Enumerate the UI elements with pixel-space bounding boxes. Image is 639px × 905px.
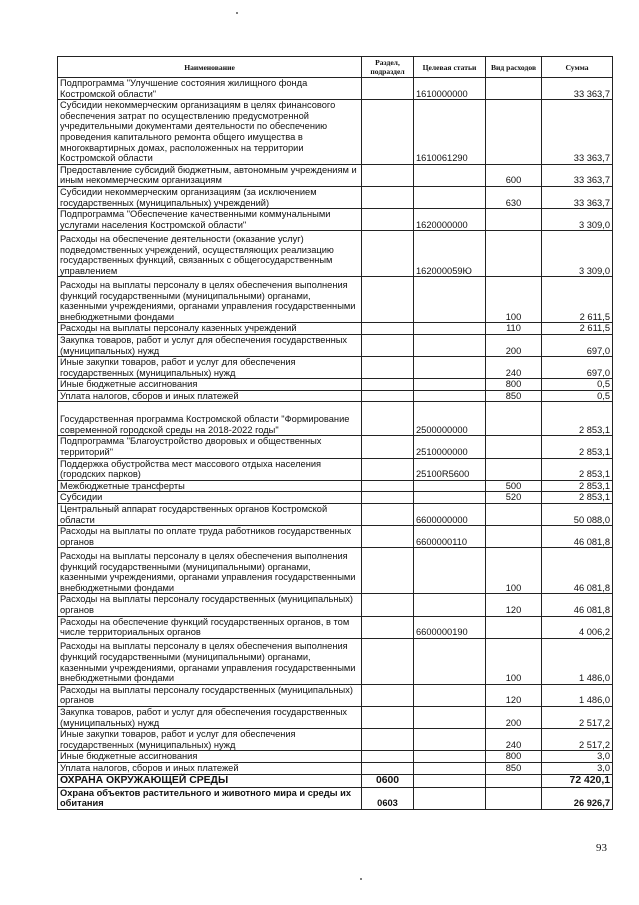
cell-section	[362, 334, 414, 356]
cell-section: 0603	[362, 787, 414, 809]
cell-type: 240	[486, 729, 542, 751]
table-row	[58, 504, 613, 526]
cell-target: 162000059Ю	[414, 231, 486, 277]
table-row	[58, 526, 613, 548]
cell-target	[414, 164, 486, 186]
cell-section	[362, 164, 414, 186]
cell-section	[362, 402, 414, 436]
table-row	[58, 334, 613, 356]
page-number: 93	[596, 842, 607, 854]
cell-target: 2500000000	[414, 402, 486, 436]
cell-name: Субсидии некоммерческим организациям в целях финансового обеспечения затрат по осуществлению предусмотренной учредительными документами деятельности по обеспечению проведения капитального ремонта общего имущества в многоквартирных домах, расположенных на территории Костромской области	[58, 100, 362, 165]
cell-target: 6600000190	[414, 616, 486, 638]
cell-name: Уплата налогов, сборов и иных платежей	[58, 390, 362, 402]
scan-speck	[360, 878, 362, 880]
cell-type	[486, 526, 542, 548]
cell-name: Субсидии	[58, 492, 362, 504]
cell-type	[486, 209, 542, 231]
cell-type: 800	[486, 751, 542, 763]
cell-section	[362, 186, 414, 208]
header-section: Раздел, подраздел	[362, 57, 414, 78]
cell-target	[414, 594, 486, 616]
cell-name: Межбюджетные трансферты	[58, 480, 362, 492]
cell-target: 1620000000	[414, 209, 486, 231]
cell-name: Иные закупки товаров, работ и услуг для обеспечения государственных (муниципальных) нужд	[58, 729, 362, 751]
table-row	[58, 616, 613, 638]
cell-target	[414, 379, 486, 391]
cell-section	[362, 526, 414, 548]
cell-section	[362, 436, 414, 458]
header-sum: Сумма	[542, 57, 613, 78]
table-row	[58, 787, 613, 809]
cell-sum: 2 853,1	[542, 402, 613, 436]
cell-sum: 1 486,0	[542, 684, 613, 706]
cell-target	[414, 186, 486, 208]
cell-name: Расходы на выплаты персоналу в целях обеспечения выполнения функций государственными (муниципальными) органами, казенными учреждениями, органами управления государственными внебюджетными фондами	[58, 548, 362, 594]
cell-sum: 46 081,8	[542, 526, 613, 548]
cell-section	[362, 594, 414, 616]
cell-name: Государственная программа Костромской области "Формирование современной городской среды на 2018-2022 годы"	[58, 402, 362, 436]
cell-section	[362, 751, 414, 763]
cell-name: Предоставление субсидий бюджетным, автономным учреждениям и иным некоммерческим организациям	[58, 164, 362, 186]
cell-sum: 33 363,7	[542, 100, 613, 165]
cell-type: 120	[486, 684, 542, 706]
table-row	[58, 751, 613, 763]
cell-section	[362, 729, 414, 751]
cell-name: Закупка товаров, работ и услуг для обеспечения государственных (муниципальных) нужд	[58, 334, 362, 356]
cell-section	[362, 616, 414, 638]
cell-sum: 2 853,1	[542, 436, 613, 458]
header-name: Наименование	[58, 57, 362, 78]
cell-type	[486, 78, 542, 100]
header-type: Вид расходов	[486, 57, 542, 78]
cell-name: Субсидии некоммерческим организациям (за исключением государственных (муниципальных) учреждений)	[58, 186, 362, 208]
table-row	[58, 436, 613, 458]
cell-name: Расходы на обеспечение функций государственных органов, в том числе территориальных органов	[58, 616, 362, 638]
cell-name: ОХРАНА ОКРУЖАЮЩЕЙ СРЕДЫ	[58, 774, 362, 787]
table-row	[58, 594, 613, 616]
cell-type: 520	[486, 492, 542, 504]
cell-type	[486, 458, 542, 480]
cell-sum: 2 853,1	[542, 458, 613, 480]
cell-name: Поддержка обустройства мест массового отдыха населения (городских парков)	[58, 458, 362, 480]
cell-target	[414, 334, 486, 356]
cell-sum: 2 853,1	[542, 492, 613, 504]
cell-section	[362, 492, 414, 504]
cell-sum: 3,0	[542, 751, 613, 763]
table-row	[58, 323, 613, 335]
table-body	[58, 78, 613, 810]
cell-sum: 3 309,0	[542, 231, 613, 277]
cell-sum: 2 517,2	[542, 706, 613, 728]
cell-type	[486, 774, 542, 787]
cell-target	[414, 706, 486, 728]
cell-section	[362, 209, 414, 231]
cell-section	[362, 762, 414, 774]
cell-sum: 1 486,0	[542, 638, 613, 684]
cell-type: 850	[486, 390, 542, 402]
cell-name: Расходы на выплаты персоналу в целях обеспечения выполнения функций государственными (муниципальными) органами, казенными учреждениями, органами управления государственными внебюджетными фондами	[58, 638, 362, 684]
cell-target	[414, 277, 486, 323]
cell-name: Уплата налогов, сборов и иных платежей	[58, 762, 362, 774]
table-row	[58, 706, 613, 728]
table-row	[58, 492, 613, 504]
cell-section	[362, 548, 414, 594]
table-row	[58, 100, 613, 165]
table-row	[58, 548, 613, 594]
cell-target: 1610000000	[414, 78, 486, 100]
table-row	[58, 379, 613, 391]
cell-section	[362, 231, 414, 277]
cell-section	[362, 390, 414, 402]
table-row	[58, 390, 613, 402]
table-row	[58, 458, 613, 480]
cell-sum: 33 363,7	[542, 164, 613, 186]
cell-section	[362, 638, 414, 684]
cell-sum: 3 309,0	[542, 209, 613, 231]
cell-name: Иные бюджетные ассигнования	[58, 379, 362, 391]
cell-sum: 2 611,5	[542, 323, 613, 335]
cell-type: 100	[486, 277, 542, 323]
cell-type	[486, 402, 542, 436]
cell-type: 200	[486, 334, 542, 356]
cell-target	[414, 548, 486, 594]
cell-sum: 0,5	[542, 390, 613, 402]
cell-name: Расходы на обеспечение деятельности (оказание услуг) подведомственных учреждений, осуществляющих реализацию государственных функций, связанных с общегосударственным управлением	[58, 231, 362, 277]
cell-type: 100	[486, 548, 542, 594]
cell-section	[362, 480, 414, 492]
cell-target: 2510000000	[414, 436, 486, 458]
cell-name: Расходы на выплаты персоналу государственных (муниципальных) органов	[58, 684, 362, 706]
cell-target	[414, 390, 486, 402]
table-row	[58, 729, 613, 751]
cell-section	[362, 504, 414, 526]
cell-type: 200	[486, 706, 542, 728]
cell-type: 800	[486, 379, 542, 391]
cell-section	[362, 100, 414, 165]
cell-section	[362, 684, 414, 706]
cell-sum: 697,0	[542, 334, 613, 356]
cell-name: Иные бюджетные ассигнования	[58, 751, 362, 763]
cell-sum: 3,0	[542, 762, 613, 774]
table-row	[58, 480, 613, 492]
cell-type: 850	[486, 762, 542, 774]
cell-type: 600	[486, 164, 542, 186]
table-row	[58, 277, 613, 323]
cell-target	[414, 787, 486, 809]
cell-target	[414, 480, 486, 492]
cell-type: 630	[486, 186, 542, 208]
cell-name: Расходы на выплаты персоналу казенных учреждений	[58, 323, 362, 335]
budget-table	[57, 56, 613, 810]
cell-section	[362, 706, 414, 728]
cell-section	[362, 458, 414, 480]
cell-target	[414, 492, 486, 504]
cell-type: 110	[486, 323, 542, 335]
cell-target	[414, 357, 486, 379]
cell-name: Центральный аппарат государственных органов Костромской области	[58, 504, 362, 526]
cell-section	[362, 78, 414, 100]
cell-sum: 33 363,7	[542, 78, 613, 100]
table-row	[58, 774, 613, 787]
table-header-row	[58, 57, 613, 78]
cell-target	[414, 762, 486, 774]
cell-sum: 33 363,7	[542, 186, 613, 208]
table-row	[58, 186, 613, 208]
table-row	[58, 231, 613, 277]
cell-target	[414, 751, 486, 763]
cell-name: Подпрограмма "Улучшение состояния жилищного фонда Костромской области"	[58, 78, 362, 100]
cell-sum: 0,5	[542, 379, 613, 391]
cell-name: Подпрограмма "Благоустройство дворовых и общественных территорий"	[58, 436, 362, 458]
table-row	[58, 762, 613, 774]
cell-target: 25100R5600	[414, 458, 486, 480]
table-row	[58, 402, 613, 436]
cell-type: 240	[486, 357, 542, 379]
cell-target: 1610061290	[414, 100, 486, 165]
cell-section	[362, 357, 414, 379]
cell-type: 120	[486, 594, 542, 616]
cell-type	[486, 787, 542, 809]
cell-target	[414, 729, 486, 751]
cell-section	[362, 323, 414, 335]
table-row	[58, 164, 613, 186]
cell-target	[414, 638, 486, 684]
cell-target	[414, 774, 486, 787]
scan-speck	[236, 12, 238, 14]
cell-sum: 46 081,8	[542, 548, 613, 594]
cell-target	[414, 323, 486, 335]
cell-name: Расходы на выплаты персоналу в целях обеспечения выполнения функций государственными (муниципальными) органами, казенными учреждениями, органами управления государственными внебюджетными фондами	[58, 277, 362, 323]
table-row	[58, 209, 613, 231]
cell-name: Расходы на выплаты персоналу государственных (муниципальных) органов	[58, 594, 362, 616]
cell-section	[362, 379, 414, 391]
cell-type	[486, 231, 542, 277]
cell-sum: 4 006,2	[542, 616, 613, 638]
header-target: Целевая статьи	[414, 57, 486, 78]
cell-sum: 46 081,8	[542, 594, 613, 616]
cell-type	[486, 504, 542, 526]
cell-type	[486, 100, 542, 165]
cell-target: 6600000000	[414, 504, 486, 526]
table-row	[58, 78, 613, 100]
cell-target	[414, 684, 486, 706]
cell-name: Иные закупки товаров, работ и услуг для обеспечения государственных (муниципальных) нужд	[58, 357, 362, 379]
cell-sum: 26 926,7	[542, 787, 613, 809]
cell-sum: 697,0	[542, 357, 613, 379]
cell-type: 100	[486, 638, 542, 684]
cell-section: 0600	[362, 774, 414, 787]
cell-type	[486, 616, 542, 638]
cell-type	[486, 436, 542, 458]
cell-sum: 2 517,2	[542, 729, 613, 751]
table-row	[58, 684, 613, 706]
cell-name: Подпрограмма "Обеспечение качественными коммунальными услугами населения Костромской области"	[58, 209, 362, 231]
cell-target: 6600000110	[414, 526, 486, 548]
cell-sum: 2 611,5	[542, 277, 613, 323]
cell-name: Закупка товаров, работ и услуг для обеспечения государственных (муниципальных) нужд	[58, 706, 362, 728]
table-row	[58, 357, 613, 379]
cell-type: 500	[486, 480, 542, 492]
cell-section	[362, 277, 414, 323]
table-row	[58, 638, 613, 684]
cell-sum: 50 088,0	[542, 504, 613, 526]
cell-sum: 72 420,1	[542, 774, 613, 787]
cell-name: Расходы на выплаты по оплате труда работников государственных органов	[58, 526, 362, 548]
cell-sum: 2 853,1	[542, 480, 613, 492]
cell-name: Охрана объектов растительного и животного мира и среды их обитания	[58, 787, 362, 809]
